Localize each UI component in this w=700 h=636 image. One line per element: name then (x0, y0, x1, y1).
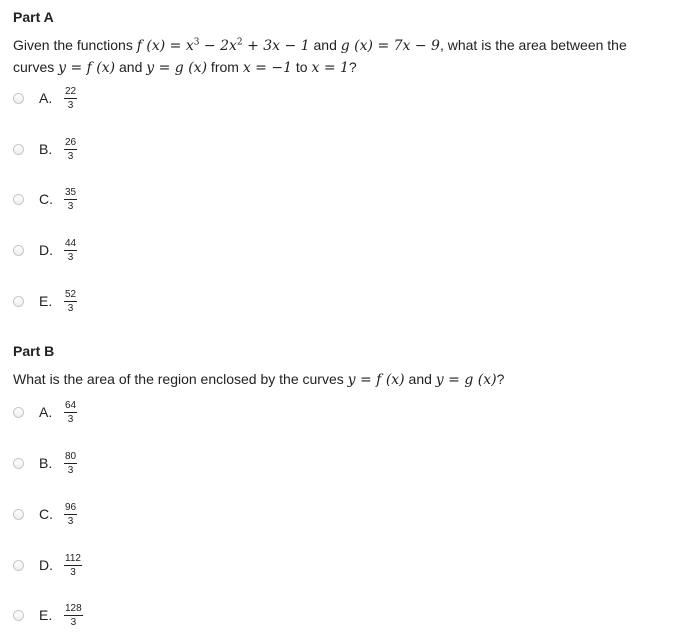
option-fraction: $\frac{26}{3}$ (65, 136, 77, 162)
g-definition: g (x) = 7x − 9 (340, 38, 440, 54)
radio-button[interactable] (13, 610, 24, 621)
part-a-option-e[interactable] (13, 286, 77, 316)
option-letter: D. (39, 557, 53, 573)
upper-bound: x = 1 (311, 60, 349, 76)
option-fraction: $\frac{96}{3}$ (65, 501, 77, 527)
radio-button[interactable] (13, 245, 24, 256)
part-a-question-text: Given the functions (13, 37, 137, 53)
part-a-question: Given the functions f $(x) = x^3 - 2x^2 + 3x - 1$ and g (x) = 7x − 9, what is the area between the curves y = f (x) and y = g (x) from x = −1 to x = 1? (13, 37, 627, 76)
radio-button[interactable] (13, 194, 24, 205)
option-letter: E. (39, 607, 53, 623)
option-fraction: $\frac{35}{3}$ (65, 186, 77, 212)
option-fraction: $\frac{22}{3}$ (65, 85, 77, 111)
option-letter: B. (39, 141, 53, 157)
part-b-question: What is the area of the region enclosed by the curves y = f (x) and y = g (x)? (13, 371, 505, 388)
radio-button[interactable] (13, 458, 24, 469)
option-fraction: $\frac{64}{3}$ (65, 399, 77, 425)
part-a-option-b[interactable] (13, 134, 77, 164)
radio-button[interactable] (13, 296, 24, 307)
radio-button[interactable] (13, 509, 24, 520)
part-b-option-e[interactable] (13, 600, 83, 630)
lower-bound: x = −1 (242, 60, 292, 76)
part-a-option-a[interactable] (13, 83, 77, 113)
option-letter: E. (39, 293, 53, 309)
curve-g: y = g (x) (146, 60, 208, 76)
curve-f: y = f (x) (347, 372, 405, 388)
curve-g: y = g (x) (435, 372, 497, 388)
radio-button[interactable] (13, 144, 24, 155)
option-letter: C. (39, 506, 53, 522)
part-b-option-b[interactable] (13, 448, 77, 478)
curve-f: y = f (x) (58, 60, 116, 76)
part-b-option-d[interactable] (13, 550, 82, 580)
part-b-question-text: What is the area of the region enclosed by the curves (13, 371, 348, 387)
option-letter: C. (39, 191, 53, 207)
option-letter: A. (39, 90, 53, 106)
option-fraction: $\frac{52}{3}$ (65, 288, 77, 314)
part-a-option-c[interactable] (13, 184, 77, 214)
part-b-option-a[interactable] (13, 397, 77, 427)
part-b-option-c[interactable] (13, 499, 77, 529)
part-b-title: Part B (13, 343, 55, 359)
part-a-title: Part A (13, 9, 54, 25)
option-fraction: $\frac{44}{3}$ (65, 237, 77, 263)
option-letter: A. (39, 404, 53, 420)
f-definition: f $(x) = x^3 - 2x^2 + 3x - 1$ (136, 37, 310, 54)
option-letter: B. (39, 455, 53, 471)
option-fraction: $\frac{80}{3}$ (65, 450, 77, 476)
radio-button[interactable] (13, 560, 24, 571)
option-fraction: $\frac{112}{3}$ (65, 552, 81, 578)
radio-button[interactable] (13, 407, 24, 418)
option-letter: D. (39, 242, 53, 258)
radio-button[interactable] (13, 93, 24, 104)
option-fraction: $\frac{128}{3}$ (65, 602, 82, 628)
part-a-option-d[interactable] (13, 235, 77, 265)
